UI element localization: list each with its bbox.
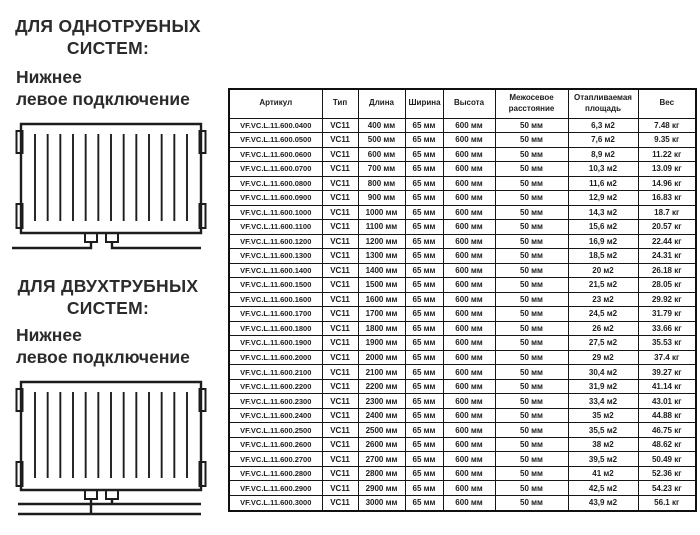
table-cell-weight: 44.88 кг — [638, 408, 696, 423]
table-cell-heated-area: 10,3 м2 — [568, 162, 638, 177]
table-cell-weight: 43.01 кг — [638, 394, 696, 409]
table-cell-heated-area: 21,5 м2 — [568, 278, 638, 293]
table-cell-weight: 37.4 кг — [638, 350, 696, 365]
table-cell-axial-distance: 50 мм — [495, 336, 568, 351]
table-cell-axial-distance: 50 мм — [495, 394, 568, 409]
table-cell-width: 65 мм — [405, 118, 443, 133]
table-cell-height: 600 мм — [443, 249, 495, 264]
radiator-diagram-two-pipe — [10, 377, 210, 522]
table-cell-width: 65 мм — [405, 481, 443, 496]
table-row — [229, 118, 696, 133]
table-cell-weight: 46.75 кг — [638, 423, 696, 438]
table-cell-article: VF.VC.L.11.600.2800 — [229, 466, 322, 481]
table-cell-width: 65 мм — [405, 147, 443, 162]
table-cell-length: 1400 мм — [358, 263, 405, 278]
table-cell-axial-distance: 50 мм — [495, 423, 568, 438]
table-cell-length: 1100 мм — [358, 220, 405, 235]
table-cell-length: 2500 мм — [358, 423, 405, 438]
table-cell-type: VC11 — [322, 133, 358, 148]
return-pipe-line — [112, 242, 201, 248]
table-cell-width: 65 мм — [405, 263, 443, 278]
table-cell-article: VF.VC.L.11.600.2900 — [229, 481, 322, 496]
table-row — [229, 234, 696, 249]
table-row — [229, 278, 696, 293]
table-cell-article: VF.VC.L.11.600.2700 — [229, 452, 322, 467]
table-cell-heated-area: 23 м2 — [568, 292, 638, 307]
table-cell-width: 65 мм — [405, 220, 443, 235]
table-cell-height: 600 мм — [443, 205, 495, 220]
table-cell-type: VC11 — [322, 408, 358, 423]
table-cell-length: 700 мм — [358, 162, 405, 177]
table-cell-type: VC11 — [322, 176, 358, 191]
table-cell-article: VF.VC.L.11.600.1500 — [229, 278, 322, 293]
table-cell-height: 600 мм — [443, 481, 495, 496]
radiator-outlet-stub — [106, 233, 118, 242]
table-row — [229, 495, 696, 511]
table-cell-heated-area: 16,9 м2 — [568, 234, 638, 249]
table-cell-type: VC11 — [322, 147, 358, 162]
table-cell-heated-area: 12,9 м2 — [568, 191, 638, 206]
table-cell-axial-distance: 50 мм — [495, 321, 568, 336]
table-cell-type: VC11 — [322, 220, 358, 235]
table-cell-length: 900 мм — [358, 191, 405, 206]
spec-table-header-row — [229, 89, 696, 118]
table-cell-heated-area: 14,3 м2 — [568, 205, 638, 220]
table-cell-length: 2200 мм — [358, 379, 405, 394]
section-title-line: ДЛЯ ДВУХТРУБНЫХ — [17, 276, 199, 296]
table-cell-height: 600 мм — [443, 191, 495, 206]
table-cell-type: VC11 — [322, 394, 358, 409]
table-cell-type: VC11 — [322, 452, 358, 467]
table-cell-height: 600 мм — [443, 176, 495, 191]
table-cell-type: VC11 — [322, 466, 358, 481]
table-cell-width: 65 мм — [405, 423, 443, 438]
table-cell-axial-distance: 50 мм — [495, 466, 568, 481]
table-cell-length: 1200 мм — [358, 234, 405, 249]
table-cell-article: VF.VC.L.11.600.1400 — [229, 263, 322, 278]
table-cell-length: 2700 мм — [358, 452, 405, 467]
table-row — [229, 133, 696, 148]
table-cell-height: 600 мм — [443, 307, 495, 322]
table-cell-heated-area: 29 м2 — [568, 350, 638, 365]
table-cell-weight: 48.62 кг — [638, 437, 696, 452]
table-cell-article: VF.VC.L.11.600.0400 — [229, 118, 322, 133]
radiator-inlet-stub — [85, 490, 97, 499]
table-cell-heated-area: 27,5 м2 — [568, 336, 638, 351]
section-subtitle-line: Нижнее — [16, 325, 82, 345]
table-row — [229, 350, 696, 365]
radiator-diagram-single-pipe — [10, 122, 210, 262]
table-cell-heated-area: 26 м2 — [568, 321, 638, 336]
table-cell-axial-distance: 50 мм — [495, 307, 568, 322]
column-header-article: Артикул — [229, 89, 322, 118]
table-cell-article: VF.VC.L.11.600.2200 — [229, 379, 322, 394]
table-cell-width: 65 мм — [405, 249, 443, 264]
spec-table-body — [229, 118, 696, 511]
table-cell-weight: 26.18 кг — [638, 263, 696, 278]
table-cell-axial-distance: 50 мм — [495, 191, 568, 206]
table-cell-length: 1300 мм — [358, 249, 405, 264]
table-cell-type: VC11 — [322, 292, 358, 307]
table-cell-width: 65 мм — [405, 278, 443, 293]
table-cell-width: 65 мм — [405, 191, 443, 206]
table-row — [229, 162, 696, 177]
table-cell-axial-distance: 50 мм — [495, 278, 568, 293]
table-cell-axial-distance: 50 мм — [495, 249, 568, 264]
table-row — [229, 205, 696, 220]
table-cell-axial-distance: 50 мм — [495, 379, 568, 394]
section-title-two-pipe — [2, 276, 214, 319]
column-header-weight: Вес — [638, 89, 696, 118]
table-cell-axial-distance: 50 мм — [495, 263, 568, 278]
table-cell-width: 65 мм — [405, 408, 443, 423]
table-cell-heated-area: 24,5 м2 — [568, 307, 638, 322]
table-cell-weight: 39.27 кг — [638, 365, 696, 380]
table-cell-axial-distance: 50 мм — [495, 205, 568, 220]
table-cell-article: VF.VC.L.11.600.0700 — [229, 162, 322, 177]
table-cell-article: VF.VC.L.11.600.1100 — [229, 220, 322, 235]
table-cell-article: VF.VC.L.11.600.0600 — [229, 147, 322, 162]
table-cell-weight: 14.96 кг — [638, 176, 696, 191]
table-cell-heated-area: 15,6 м2 — [568, 220, 638, 235]
table-cell-weight: 35.53 кг — [638, 336, 696, 351]
table-cell-type: VC11 — [322, 495, 358, 511]
table-cell-article: VF.VC.L.11.600.1600 — [229, 292, 322, 307]
table-cell-axial-distance: 50 мм — [495, 147, 568, 162]
table-cell-weight: 9.35 кг — [638, 133, 696, 148]
table-cell-width: 65 мм — [405, 437, 443, 452]
table-cell-length: 2100 мм — [358, 365, 405, 380]
table-cell-weight: 24.31 кг — [638, 249, 696, 264]
table-cell-height: 600 мм — [443, 118, 495, 133]
table-cell-article: VF.VC.L.11.600.1200 — [229, 234, 322, 249]
table-cell-height: 600 мм — [443, 263, 495, 278]
table-cell-article: VF.VC.L.11.600.2300 — [229, 394, 322, 409]
table-row — [229, 220, 696, 235]
table-cell-width: 65 мм — [405, 394, 443, 409]
table-cell-axial-distance: 50 мм — [495, 133, 568, 148]
table-row — [229, 263, 696, 278]
section-subtitle-line: левое подключение — [16, 89, 190, 109]
table-row — [229, 437, 696, 452]
table-row — [229, 423, 696, 438]
table-cell-heated-area: 30,4 м2 — [568, 365, 638, 380]
table-cell-length: 2000 мм — [358, 350, 405, 365]
column-header-heated-area: Отапливаемая площадь — [568, 89, 638, 118]
table-cell-height: 600 мм — [443, 336, 495, 351]
table-cell-height: 600 мм — [443, 379, 495, 394]
table-cell-length: 2600 мм — [358, 437, 405, 452]
table-cell-length: 2900 мм — [358, 481, 405, 496]
table-cell-height: 600 мм — [443, 321, 495, 336]
column-header-width: Ширина — [405, 89, 443, 118]
radiator-outlet-stub — [106, 490, 118, 499]
table-cell-height: 600 мм — [443, 495, 495, 511]
column-header-height: Высота — [443, 89, 495, 118]
table-row — [229, 147, 696, 162]
table-cell-heated-area: 42,5 м2 — [568, 481, 638, 496]
table-cell-axial-distance: 50 мм — [495, 481, 568, 496]
table-cell-axial-distance: 50 мм — [495, 365, 568, 380]
table-cell-type: VC11 — [322, 379, 358, 394]
table-cell-heated-area: 31,9 м2 — [568, 379, 638, 394]
section-title-line: СИСТЕМ: — [66, 37, 150, 58]
table-cell-weight: 31.79 кг — [638, 307, 696, 322]
section-subtitle-single-pipe — [16, 66, 190, 110]
table-cell-heated-area: 41 м2 — [568, 466, 638, 481]
table-row — [229, 336, 696, 351]
table-cell-type: VC11 — [322, 191, 358, 206]
table-cell-weight: 52.36 кг — [638, 466, 696, 481]
table-cell-type: VC11 — [322, 437, 358, 452]
table-cell-type: VC11 — [322, 205, 358, 220]
table-cell-weight: 41.14 кг — [638, 379, 696, 394]
table-cell-width: 65 мм — [405, 292, 443, 307]
table-cell-weight: 28.05 кг — [638, 278, 696, 293]
table-cell-axial-distance: 50 мм — [495, 220, 568, 235]
table-row — [229, 176, 696, 191]
table-cell-height: 600 мм — [443, 278, 495, 293]
section-title-line: СИСТЕМ: — [66, 297, 150, 318]
table-cell-height: 600 мм — [443, 147, 495, 162]
table-cell-type: VC11 — [322, 307, 358, 322]
left-panel — [0, 0, 226, 535]
section-title-single-pipe — [2, 16, 214, 59]
table-cell-heated-area: 38 м2 — [568, 437, 638, 452]
table-cell-width: 65 мм — [405, 466, 443, 481]
table-cell-weight: 13.09 кг — [638, 162, 696, 177]
table-cell-article: VF.VC.L.11.600.1000 — [229, 205, 322, 220]
table-cell-width: 65 мм — [405, 350, 443, 365]
table-cell-weight: 16.83 кг — [638, 191, 696, 206]
table-cell-weight: 50.49 кг — [638, 452, 696, 467]
table-cell-heated-area: 39,5 м2 — [568, 452, 638, 467]
table-cell-axial-distance: 50 мм — [495, 350, 568, 365]
table-cell-article: VF.VC.L.11.600.1300 — [229, 249, 322, 264]
table-cell-axial-distance: 50 мм — [495, 408, 568, 423]
table-cell-length: 1500 мм — [358, 278, 405, 293]
section-subtitle-line: левое подключение — [16, 347, 190, 367]
table-cell-length: 3000 мм — [358, 495, 405, 511]
table-cell-type: VC11 — [322, 423, 358, 438]
section-title-line: ДЛЯ ОДНОТРУБНЫХ — [15, 16, 201, 36]
table-cell-axial-distance: 50 мм — [495, 162, 568, 177]
table-cell-type: VC11 — [322, 249, 358, 264]
table-cell-type: VC11 — [322, 118, 358, 133]
table-row — [229, 466, 696, 481]
table-cell-heated-area: 35,5 м2 — [568, 423, 638, 438]
table-cell-type: VC11 — [322, 321, 358, 336]
table-row — [229, 307, 696, 322]
table-cell-article: VF.VC.L.11.600.3000 — [229, 495, 322, 511]
table-cell-width: 65 мм — [405, 162, 443, 177]
section-subtitle-line: Нижнее — [16, 67, 82, 87]
table-cell-width: 65 мм — [405, 452, 443, 467]
table-cell-width: 65 мм — [405, 234, 443, 249]
table-cell-heated-area: 33,4 м2 — [568, 394, 638, 409]
table-cell-article: VF.VC.L.11.600.2000 — [229, 350, 322, 365]
table-cell-type: VC11 — [322, 234, 358, 249]
table-row — [229, 408, 696, 423]
table-cell-height: 600 мм — [443, 365, 495, 380]
section-subtitle-two-pipe — [16, 324, 190, 368]
table-row — [229, 394, 696, 409]
table-cell-type: VC11 — [322, 365, 358, 380]
table-cell-article: VF.VC.L.11.600.0800 — [229, 176, 322, 191]
table-cell-heated-area: 11,6 м2 — [568, 176, 638, 191]
table-cell-width: 65 мм — [405, 365, 443, 380]
table-cell-type: VC11 — [322, 278, 358, 293]
table-cell-article: VF.VC.L.11.600.2400 — [229, 408, 322, 423]
table-cell-axial-distance: 50 мм — [495, 292, 568, 307]
table-cell-type: VC11 — [322, 350, 358, 365]
table-cell-axial-distance: 50 мм — [495, 118, 568, 133]
table-cell-length: 1900 мм — [358, 336, 405, 351]
radiator-ribs — [35, 134, 187, 221]
table-cell-axial-distance: 50 мм — [495, 452, 568, 467]
table-cell-width: 65 мм — [405, 495, 443, 511]
column-header-axial-distance: Межосевое расстояние — [495, 89, 568, 118]
radiator-spec-table — [228, 88, 697, 512]
table-cell-weight: 56.1 кг — [638, 495, 696, 511]
table-cell-width: 65 мм — [405, 307, 443, 322]
table-cell-height: 600 мм — [443, 452, 495, 467]
table-cell-type: VC11 — [322, 336, 358, 351]
table-cell-length: 2300 мм — [358, 394, 405, 409]
table-cell-article: VF.VC.L.11.600.0900 — [229, 191, 322, 206]
table-cell-article: VF.VC.L.11.600.0500 — [229, 133, 322, 148]
table-cell-height: 600 мм — [443, 292, 495, 307]
table-cell-article: VF.VC.L.11.600.1800 — [229, 321, 322, 336]
table-cell-heated-area: 6,3 м2 — [568, 118, 638, 133]
table-cell-axial-distance: 50 мм — [495, 495, 568, 511]
table-cell-axial-distance: 50 мм — [495, 176, 568, 191]
table-cell-width: 65 мм — [405, 133, 443, 148]
table-cell-weight: 18.7 кг — [638, 205, 696, 220]
table-cell-axial-distance: 50 мм — [495, 437, 568, 452]
table-row — [229, 481, 696, 496]
table-cell-height: 600 мм — [443, 466, 495, 481]
table-cell-width: 65 мм — [405, 321, 443, 336]
table-cell-heated-area: 35 м2 — [568, 408, 638, 423]
table-cell-type: VC11 — [322, 162, 358, 177]
table-cell-width: 65 мм — [405, 205, 443, 220]
table-cell-type: VC11 — [322, 481, 358, 496]
table-cell-length: 600 мм — [358, 147, 405, 162]
radiator-inlet-stub — [85, 233, 97, 242]
table-cell-heated-area: 43,9 м2 — [568, 495, 638, 511]
table-cell-width: 65 мм — [405, 336, 443, 351]
table-cell-height: 600 мм — [443, 437, 495, 452]
table-cell-length: 500 мм — [358, 133, 405, 148]
table-cell-length: 2800 мм — [358, 466, 405, 481]
table-cell-length: 1000 мм — [358, 205, 405, 220]
table-cell-weight: 7.48 кг — [638, 118, 696, 133]
table-cell-height: 600 мм — [443, 234, 495, 249]
table-cell-height: 600 мм — [443, 220, 495, 235]
table-cell-height: 600 мм — [443, 133, 495, 148]
table-cell-heated-area: 18,5 м2 — [568, 249, 638, 264]
table-cell-height: 600 мм — [443, 162, 495, 177]
table-cell-width: 65 мм — [405, 379, 443, 394]
column-header-type: Тип — [322, 89, 358, 118]
table-cell-length: 1700 мм — [358, 307, 405, 322]
supply-pipe-line — [12, 242, 91, 248]
table-cell-height: 600 мм — [443, 394, 495, 409]
table-cell-height: 600 мм — [443, 423, 495, 438]
table-row — [229, 292, 696, 307]
table-cell-heated-area: 7,6 м2 — [568, 133, 638, 148]
table-cell-axial-distance: 50 мм — [495, 234, 568, 249]
table-cell-article: VF.VC.L.11.600.1700 — [229, 307, 322, 322]
radiator-ribs — [35, 392, 187, 478]
table-row — [229, 379, 696, 394]
column-header-length: Длина — [358, 89, 405, 118]
table-cell-length: 2400 мм — [358, 408, 405, 423]
table-row — [229, 249, 696, 264]
table-cell-width: 65 мм — [405, 176, 443, 191]
table-cell-weight: 33.66 кг — [638, 321, 696, 336]
table-cell-article: VF.VC.L.11.600.1900 — [229, 336, 322, 351]
table-cell-weight: 29.92 кг — [638, 292, 696, 307]
table-row — [229, 191, 696, 206]
table-cell-length: 400 мм — [358, 118, 405, 133]
table-cell-length: 1800 мм — [358, 321, 405, 336]
table-cell-height: 600 мм — [443, 350, 495, 365]
table-row — [229, 452, 696, 467]
table-row — [229, 365, 696, 380]
table-cell-length: 1600 мм — [358, 292, 405, 307]
table-cell-article: VF.VC.L.11.600.2500 — [229, 423, 322, 438]
table-cell-weight: 54.23 кг — [638, 481, 696, 496]
table-cell-article: VF.VC.L.11.600.2600 — [229, 437, 322, 452]
table-cell-heated-area: 20 м2 — [568, 263, 638, 278]
table-cell-article: VF.VC.L.11.600.2100 — [229, 365, 322, 380]
table-cell-length: 800 мм — [358, 176, 405, 191]
table-cell-heated-area: 8,9 м2 — [568, 147, 638, 162]
table-cell-weight: 22.44 кг — [638, 234, 696, 249]
table-cell-height: 600 мм — [443, 408, 495, 423]
table-cell-weight: 11.22 кг — [638, 147, 696, 162]
table-cell-type: VC11 — [322, 263, 358, 278]
table-cell-weight: 20.57 кг — [638, 220, 696, 235]
table-row — [229, 321, 696, 336]
